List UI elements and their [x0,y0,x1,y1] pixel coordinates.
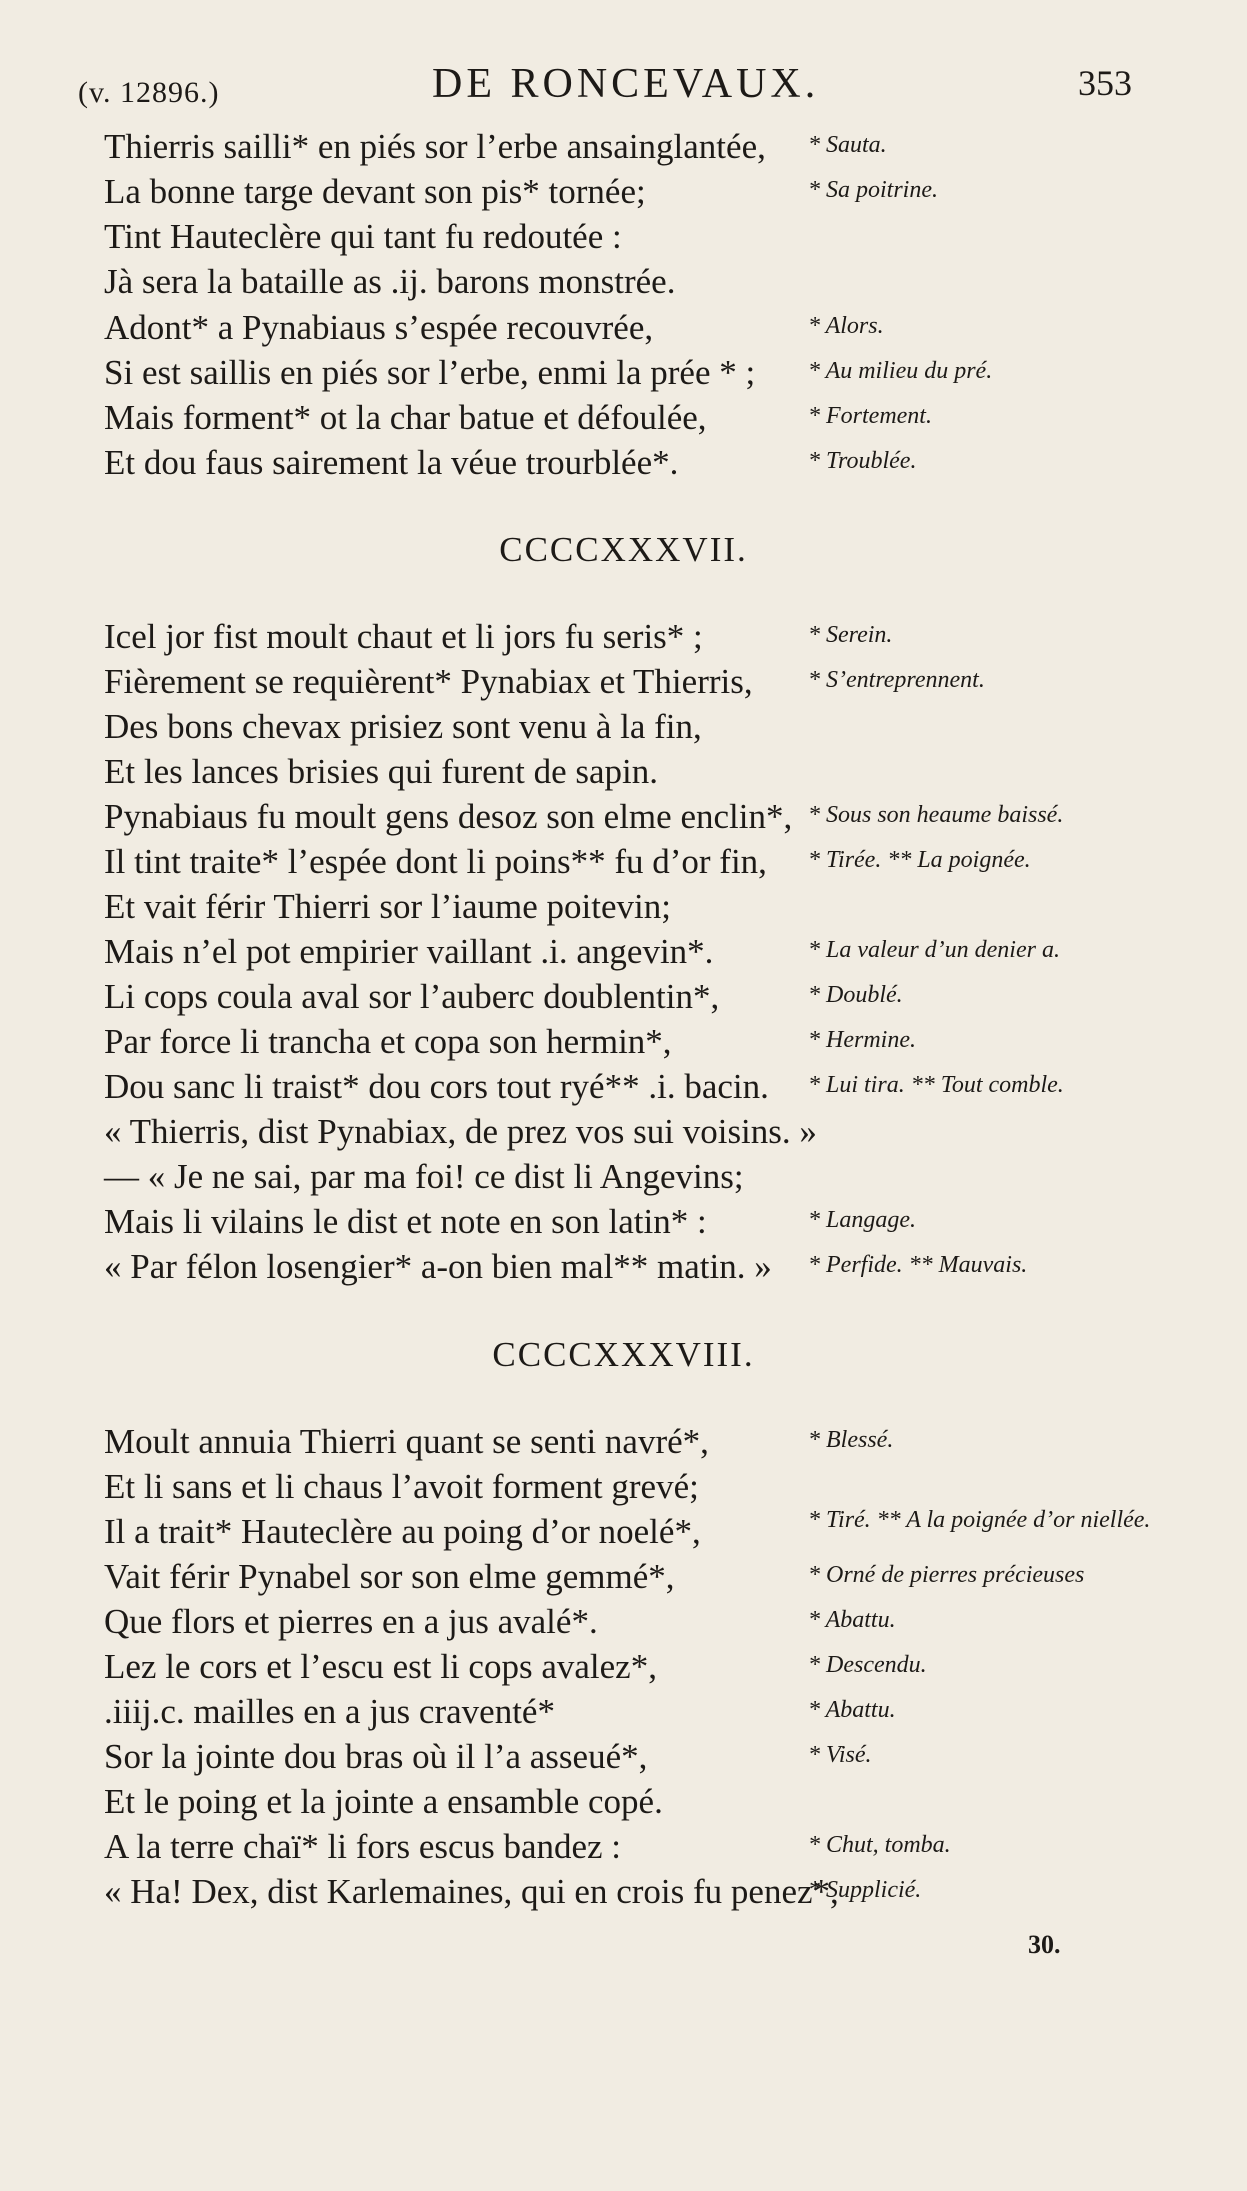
gloss-note: * Chut, tomba. [808,1832,951,1858]
gloss-note: * Troublée. [808,448,917,474]
gloss-note: * Tiré. ** A la poignée d’or niellée. [808,1507,1151,1533]
verse-text: « Par félon losengier* a-on bien mal** matin. » [104,1247,772,1286]
gloss-note: * Hermine. [808,1027,916,1053]
verse-line [0,1155,1247,1203]
verse-line [0,975,1247,1023]
verse-line [0,441,1247,489]
verse-text: Et vait férir Thierri sor l’iaume poitevin; [104,887,671,926]
verse-text: « Thierris, dist Pynabiax, de prez vos sui voisins. » [104,1112,817,1151]
verse-text: Icel jor fist moult chaut et li jors fu seris* ; [104,617,703,656]
signature-mark: 30. [1028,1930,1061,1959]
verse-text: Et les lances brisies qui furent de sapin. [104,752,659,791]
verse-text: Jà sera la bataille as .ij. barons monstrée. [104,262,676,301]
verse-text: Par force li trancha et copa son hermin*, [104,1022,672,1061]
gloss-note: * Supplicié. [808,1877,922,1903]
running-title: DE RONCEVAUX. [432,61,820,107]
verse-line [0,170,1247,218]
verse-line [0,1465,1247,1513]
verse-line [0,885,1247,933]
verse-line [0,1555,1247,1603]
verse-text: Vait férir Pynabel sor son elme gemmé*, [104,1557,675,1596]
gloss-note: * Langage. [808,1207,916,1233]
gloss-note: * Doublé. [808,982,903,1008]
section-heading: CCCCXXXVIII. [492,1335,755,1374]
gloss-note: * Serein. [808,622,893,648]
verse-line [0,1870,1247,1918]
verse-line [0,930,1247,978]
verse-text: Li cops coula aval sor l’auberc doublentin*, [104,977,720,1016]
verse-line [0,1507,1247,1558]
gloss-note: * Visé. [808,1742,872,1768]
verse-line [0,750,1247,798]
verse-text: La bonne targe devant son pis* tornée; [104,172,646,211]
verse-line [0,615,1247,663]
verse-text: Mais forment* ot la char batue et défoulée, [104,398,707,437]
verse-text: A la terre chaï* li fors escus bandez : [104,1827,622,1866]
verse-text: Il a trait* Hauteclère au poing d’or noelé*, [104,1512,701,1551]
gloss-note: * Orné de pierres précieuses [808,1562,1085,1588]
verse-text: Sor la jointe dou bras où il l’a asseué*, [104,1737,648,1776]
verse-text: .iiij.c. mailles en a jus craventé* [104,1692,555,1731]
verse-text: Mais n’el pot empirier vaillant .i. angevin*. [104,932,714,971]
gloss-note: * Sauta. [808,132,887,158]
verse-text: Lez le cors et l’escu est li cops avalez*, [104,1647,657,1686]
gloss-note: * Blessé. [808,1427,894,1453]
page-number: 353 [1078,63,1132,103]
verse-text: Thierris sailli* en piés sor l’erbe ansainglantée, [104,127,766,166]
verse-text: « Ha! Dex, dist Karlemaines, qui en crois fu penez*, [104,1872,839,1911]
verse-text: Que flors et pierres en a jus avalé*. [104,1602,598,1641]
verse-text: Il tint traite* l’espée dont li poins** fu d’or fin, [104,842,767,881]
verse-text: — « Je ne sai, par ma foi! ce dist li Angevins; [104,1157,744,1196]
verse-text: Fièrement se requièrent* Pynabiax et Thierris, [104,662,753,701]
verse-line [0,1600,1247,1648]
verse-line [0,1245,1247,1293]
verse-line [0,1110,1247,1158]
gloss-note: * Abattu. [808,1697,896,1723]
gloss-note: * La valeur d’un denier a. [808,937,1060,963]
verse-line [0,396,1247,444]
verse-line [0,1780,1247,1828]
verse-text: Mais li vilains le dist et note en son latin* : [104,1202,707,1241]
verse-text: Pynabiaus fu moult gens desoz son elme enclin*, [104,797,793,836]
verse-line [0,125,1247,173]
verse-range: (v. 12896.) [78,76,220,109]
verse-text: Et dou faus sairement la véue trourblée*. [104,443,679,482]
verse-text: Tint Hauteclère qui tant fu redoutée : [104,217,622,256]
verse-line [0,1020,1247,1068]
verse-text: Dou sanc li traist* dou cors tout ryé** .i. bacin. [104,1067,769,1106]
gloss-note: * Tirée. ** La poignée. [808,847,1031,873]
verse-line [0,215,1247,263]
verse-line [0,1735,1247,1783]
verse-line [0,1200,1247,1248]
verse-line [0,351,1247,399]
verse-line [0,795,1247,843]
gloss-note: * Sous son heaume baissé. [808,802,1064,828]
gloss-note: * Lui tira. ** Tout comble. [808,1072,1064,1098]
gloss-note: * Alors. [808,313,884,339]
verse-text: Et li sans et li chaus l’avoit forment grevé; [104,1467,699,1506]
gloss-note: * Descendu. [808,1652,927,1678]
gloss-note: * Fortement. [808,403,932,429]
gloss-note: * Abattu. [808,1607,896,1633]
gloss-note: * Perfide. ** Mauvais. [808,1252,1028,1278]
gloss-note: * Sa poitrine. [808,177,938,203]
running-header [0,58,1247,118]
gloss-note: * Au milieu du pré. [808,358,993,384]
verse-line [0,705,1247,753]
verse-line [0,1065,1247,1113]
verse-text: Des bons chevax prisiez sont venu à la fin, [104,707,702,746]
verse-line [0,1420,1247,1468]
verse-text: Et le poing et la jointe a ensamble copé. [104,1782,663,1821]
verse-text: Si est saillis en piés sor l’erbe, enmi la prée * ; [104,353,756,392]
verse-line [0,1690,1247,1738]
verse-line [0,260,1247,308]
section-heading: CCCCXXXVII. [499,530,748,569]
verse-line [0,1645,1247,1693]
verse-line [0,306,1247,354]
verse-line [0,1825,1247,1873]
verse-line [0,660,1247,708]
verse-text: Moult annuia Thierri quant se senti navré*, [104,1422,709,1461]
verse-line [0,840,1247,888]
verse-text: Adont* a Pynabiaus s’espée recouvrée, [104,308,654,347]
gloss-note: * S’entreprennent. [808,667,985,693]
